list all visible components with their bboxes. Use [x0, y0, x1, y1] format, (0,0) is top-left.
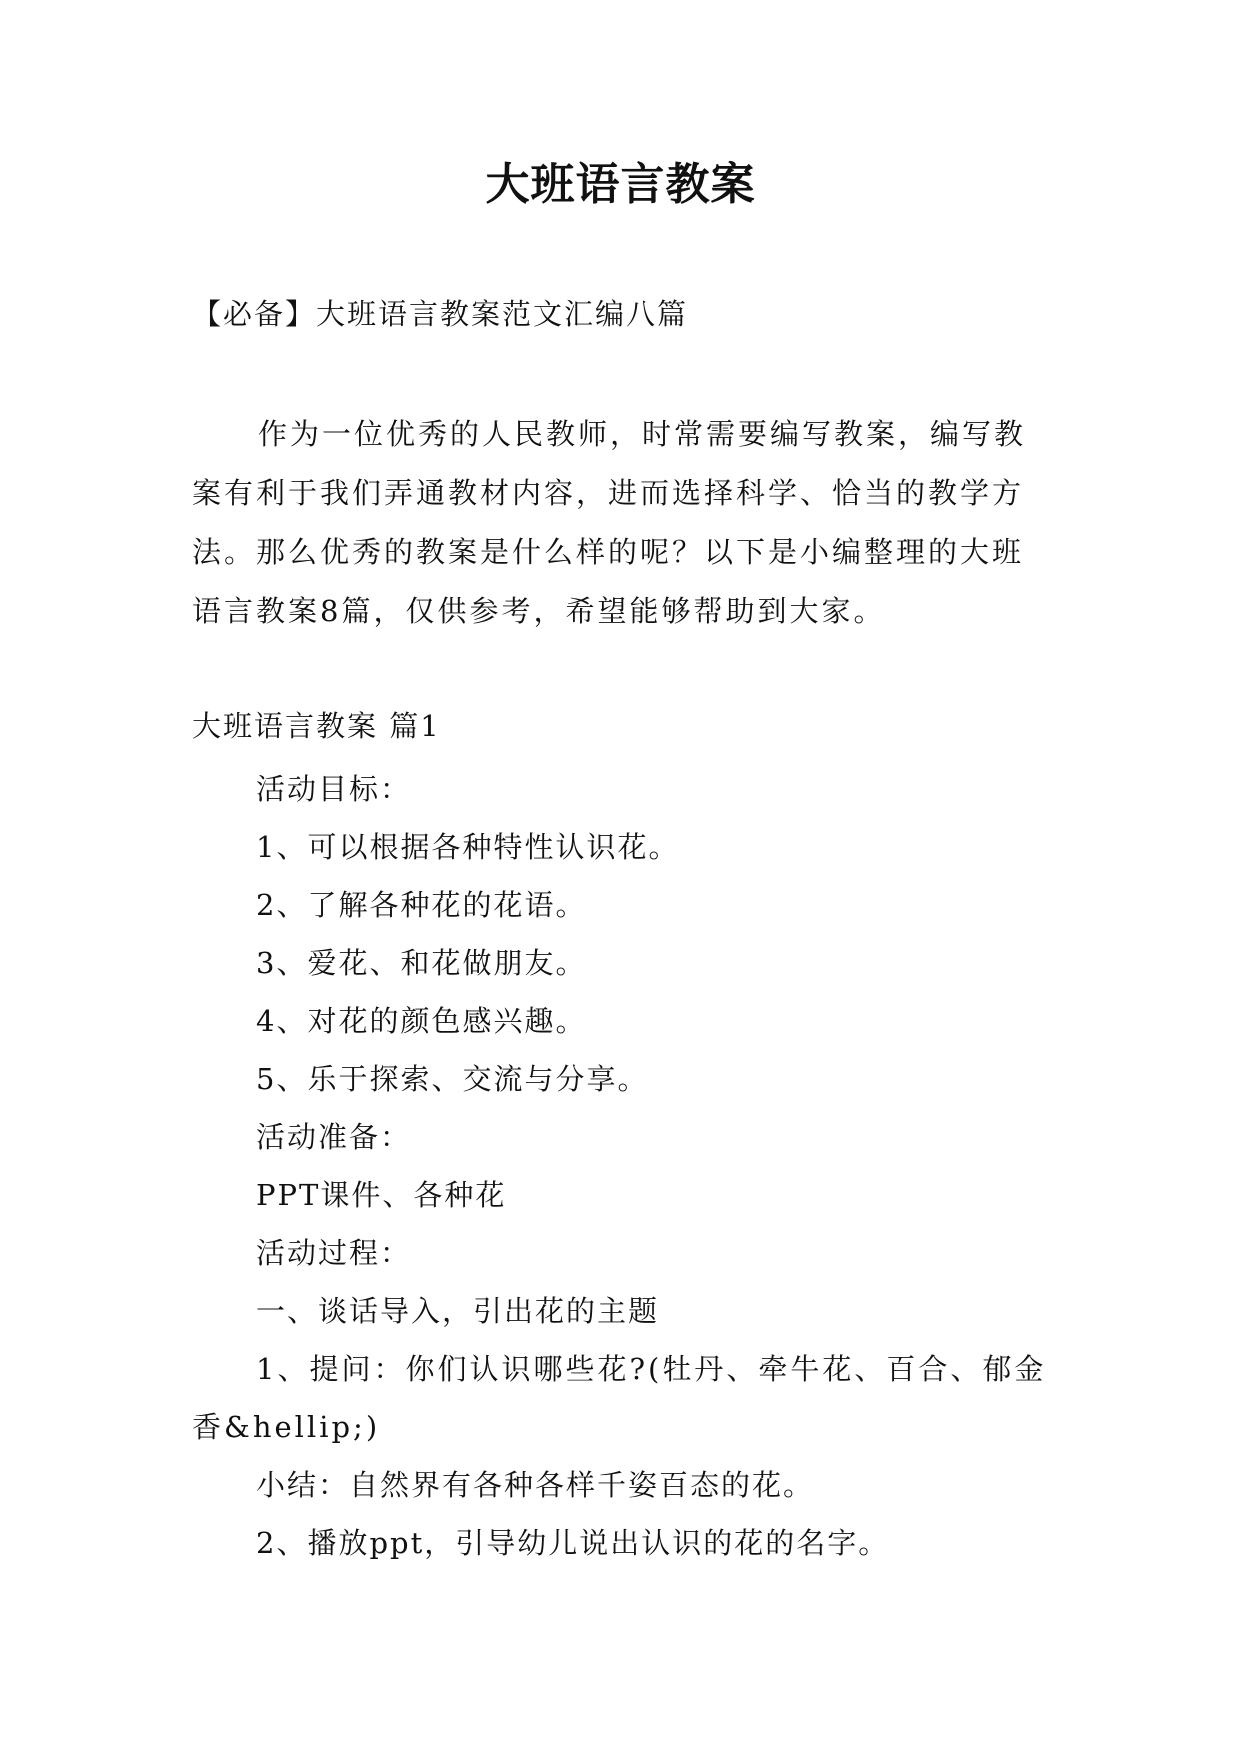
process-step: 一、谈话导入，引出花的主题	[256, 1294, 660, 1328]
heading-activity-preparation: 活动准备：	[256, 1120, 412, 1154]
goal-item: 2、了解各种花的花语。	[256, 888, 587, 922]
preparation-item: PPT课件、各种花	[256, 1178, 507, 1212]
goal-item: 1、可以根据各种特性认识花。	[256, 830, 680, 864]
document-subtitle: 【必备】大班语言教案范文汇编八篇	[192, 297, 689, 331]
intro-paragraph	[192, 405, 1052, 641]
process-summary: 小结：自然界有各种各样千姿百态的花。	[256, 1468, 815, 1502]
heading-activity-goals: 活动目标：	[256, 772, 412, 806]
lesson-body	[192, 760, 1052, 1572]
process-step: 1、提问：你们认识哪些花?(牡丹、牵牛花、百合、郁金香&hellip;)	[192, 1352, 1047, 1444]
section-title: 大班语言教案 篇1	[192, 709, 441, 743]
process-step: 2、播放ppt，引导幼儿说出认识的花的名字。	[256, 1526, 890, 1560]
goal-item: 4、对花的颜色感兴趣。	[256, 1004, 587, 1038]
document-title: 大班语言教案	[485, 159, 756, 210]
heading-activity-process: 活动过程：	[256, 1236, 412, 1270]
goal-item: 3、爱花、和花做朋友。	[256, 946, 587, 980]
goal-item: 5、乐于探索、交流与分享。	[256, 1062, 649, 1096]
intro-text: 作为一位优秀的人民教师，时常需要编写教案，编写教案有利于我们弄通教材内容，进而选择科学、恰当的教学方法。那么优秀的教案是什么样的呢？以下是小编整理的大班语言教案8篇，仅供参考，希望能够帮助到大家。	[192, 417, 1027, 628]
